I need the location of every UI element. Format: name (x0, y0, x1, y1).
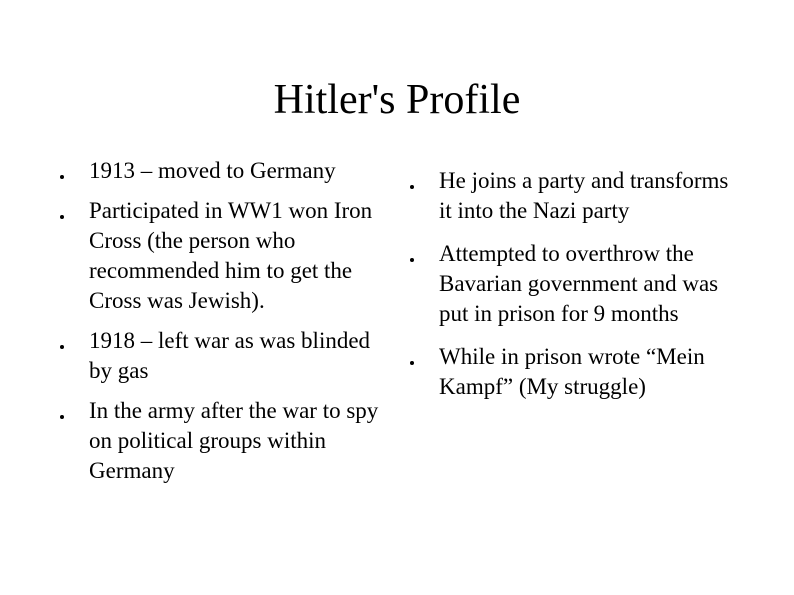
bullet-dot-icon (60, 215, 64, 219)
slide-title: Hitler's Profile (273, 77, 521, 123)
bullet-item (402, 166, 742, 226)
bullet-text: Attempted to overthrow the Bavarian government and was put in prison for 9 months (439, 241, 719, 326)
bullet-item (52, 196, 382, 316)
bullet-item (402, 239, 742, 329)
bullet-dot-icon (60, 415, 64, 419)
bullet-dot-icon (60, 345, 64, 349)
right-bullet-list (402, 166, 742, 415)
bullet-item (52, 396, 382, 486)
bullet-text: While in prison wrote “Mein Kampf” (My struggle) (439, 344, 705, 399)
bullet-dot-icon (60, 175, 64, 179)
bullet-dot-icon (410, 361, 414, 365)
bullet-item (52, 156, 382, 186)
bullet-text: In the army after the war to spy on political groups within Germany (89, 398, 379, 483)
bullet-text: 1918 – left war as was blinded by gas (89, 328, 371, 383)
bullet-dot-icon (410, 185, 414, 189)
bullet-dot-icon (410, 258, 414, 262)
bullet-text: Participated in WW1 won Iron Cross (the person who recommended him to get the Cross was Jewish). (89, 198, 373, 313)
bullet-text: 1913 – moved to Germany (89, 158, 336, 183)
bullet-text: He joins a party and transforms it into the Nazi party (439, 168, 729, 223)
bullet-item (52, 326, 382, 386)
bullet-item (402, 342, 742, 402)
left-bullet-list (52, 156, 382, 496)
